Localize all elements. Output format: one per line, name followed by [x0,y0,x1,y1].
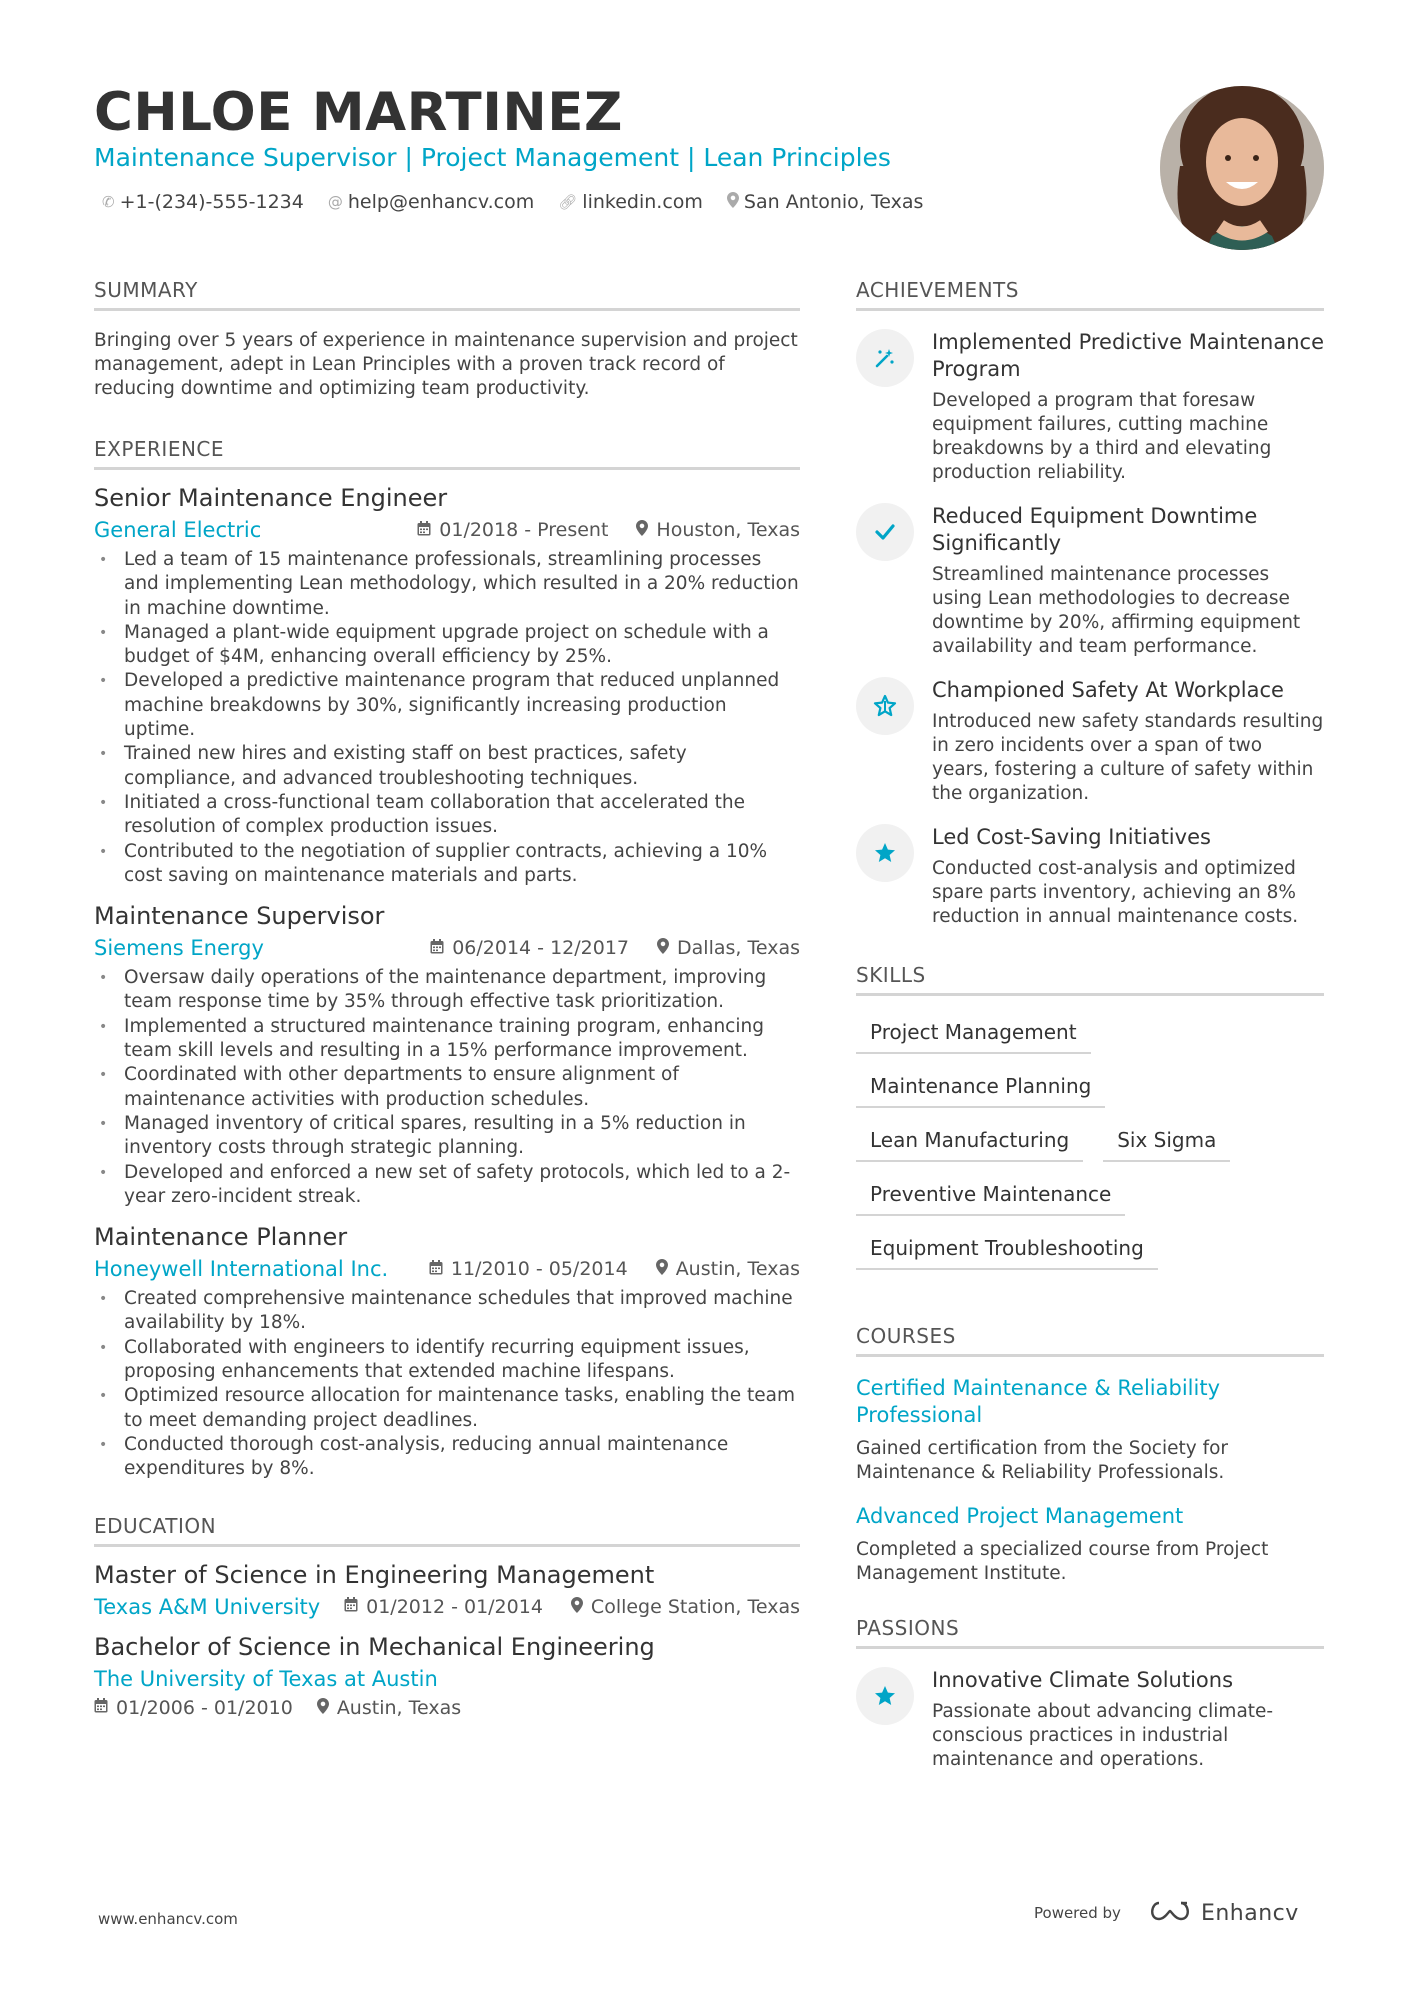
achievement-title: Led Cost-Saving Initiatives [932,825,1211,849]
passion-description: Passionate about advancing climate-conscious practices in industrial maintenance and operations. [932,1701,1274,1770]
job-location: Austin, Texas [675,1258,800,1281]
link-icon: 🔗︎ [558,193,578,211]
achievement-title: Reduced Equipment Downtime Significantly [932,504,1258,555]
bullet-item: • Created comprehensive maintenance schedules that improved machine availability by 18%. [94,1287,800,1336]
location-pin-icon [657,938,669,958]
bullet-item: • Led a team of 15 maintenance professionals, streamlining processes and implementing Lean methodology, which resulted in a 20% reduction in machine downtime. [94,548,800,621]
powered-by-text: Powered by [1034,1904,1121,1922]
achievement-item [856,677,1324,806]
job-dates: 06/2014 - 12/2017 [452,937,630,960]
bullet-item: • Managed a plant-wide equipment upgrade project on schedule with a budget of $4M, enhancing overall efficiency by 25%. [94,621,800,670]
check-icon [856,503,914,561]
education-entry [94,1561,800,1619]
star-outline-icon [856,677,914,735]
location-text: San Antonio, Texas [743,191,924,213]
bullet-item: • Developed a predictive maintenance program that reduced unplanned machine breakdowns by 30%, significantly increasing production uptime. [94,669,800,742]
passion-body [932,1667,1324,1772]
education-heading: EDUCATION [94,1514,800,1547]
enhancv-logo-icon [1147,1900,1193,1926]
course-title[interactable]: Certified Maintenance & Reliability Professional [856,1376,1221,1427]
education-meta [94,1595,800,1619]
job-location: Dallas, Texas [677,937,800,960]
bullet-item: • Initiated a cross-functional team collaboration that accelerated the resolution of complex production issues. [94,791,800,840]
achievement-body [932,329,1324,485]
school-name: The University of Texas at Austin [94,1666,438,1691]
education-location: College Station, Texas [590,1595,800,1618]
education-dates-location [344,1596,800,1618]
bullet-item: • Optimized resource allocation for maintenance tasks, enabling the team to meet demanding project deadlines. [94,1384,800,1433]
left-column [94,278,800,1719]
contact-location [727,191,923,213]
job-dates-location [429,1258,800,1280]
skills-heading: SKILLS [856,963,1324,996]
passion-title: Innovative Climate Solutions [932,1668,1234,1692]
star-icon [856,1667,914,1725]
linkedin-text: linkedin.com [582,191,703,213]
job-title: Maintenance Supervisor [94,902,385,931]
education-dates: 01/2006 - 01/2010 [116,1696,293,1719]
achievements-list [856,329,1324,929]
achievements-heading: ACHIEVEMENTS [856,278,1324,311]
course-item [856,1503,1324,1586]
achievement-item [856,503,1324,659]
achievement-body [932,824,1324,929]
degree-title: Master of Science in Engineering Management [94,1560,655,1589]
bullet-item: • Coordinated with other departments to ensure alignment of maintenance activities with production schedules. [94,1063,800,1112]
job-dates: 11/2010 - 05/2014 [450,1258,628,1281]
education-location: Austin, Texas [336,1696,462,1719]
headline: Maintenance Supervisor | Project Management | Lean Principles [94,143,891,172]
phone-icon: ✆ [102,193,115,211]
achievement-title: Championed Safety At Workplace [932,678,1284,702]
skill-tag: Project Management [856,1014,1091,1054]
job-bullets [94,1287,800,1481]
course-title[interactable]: Advanced Project Management [856,1504,1184,1528]
experience-entry [94,1223,800,1481]
skill-tag: Equipment Troubleshooting [856,1230,1158,1270]
achievement-description: Developed a program that foresaw equipment failures, cutting machine breakdowns by a third and elevating production reliability. [932,390,1272,483]
bullet-item: • Managed inventory of critical spares, resulting in a 5% reduction in inventory costs through strategic planning. [94,1112,800,1161]
footer-branding [1034,1900,1299,1926]
phone-text: +1-(234)-555-1234 [119,191,304,213]
bullet-item: • Oversaw daily operations of the maintenance department, improving team response time by 35% through effective task prioritization. [94,966,800,1015]
location-pin-icon [571,1597,583,1617]
achievement-title: Implemented Predictive Maintenance Program [932,330,1325,381]
email-text: help@enhancv.com [347,191,535,213]
job-bullets [94,966,800,1209]
skill-tag: Maintenance Planning [856,1068,1105,1108]
bullet-item: • Contributed to the negotiation of supplier contracts, achieving a 10% cost saving on maintenance materials and parts. [94,840,800,889]
achievement-description: Introduced new safety standards resulting in zero incidents over a span of two years, fostering a culture of safety within the organization. [932,711,1324,804]
location-pin-icon [317,1698,329,1718]
contact-linkedin[interactable] [558,191,703,213]
skill-tag: Preventive Maintenance [856,1176,1125,1216]
job-title: Senior Maintenance Engineer [94,484,448,512]
job-dates-location [430,937,800,959]
location-pin-icon [636,520,648,540]
summary-text: Bringing over 5 years of experience in maintenance supervision and project management, adept in Lean Principles with a proven track record of reducing downtime and optimizing team productivity. [94,330,798,399]
brand-name: Enhancv [1200,1900,1299,1926]
degree-title: Bachelor of Science in Mechanical Engineering [94,1632,655,1661]
experience-entry [94,902,800,1209]
education-entry [94,1633,800,1719]
job-meta [94,518,800,542]
bullet-item: • Collaborated with engineers to identify recurring equipment issues, proposing enhancements that extended machine lifespans. [94,1336,800,1385]
course-item [856,1375,1324,1485]
bullet-item: • Conducted thorough cost-analysis, reducing annual maintenance expenditures by 8%. [94,1433,800,1482]
education-dates-location [94,1697,800,1719]
achievement-description: Streamlined maintenance processes using Lean methodologies to decrease downtime by 20%, affirming equipment availability and team performance. [932,564,1301,657]
achievement-item [856,824,1324,929]
right-column [856,278,1324,1772]
summary-heading: SUMMARY [94,278,800,311]
education-list [94,1561,800,1719]
courses-list [856,1375,1324,1586]
contact-bar [102,191,947,213]
achievement-description: Conducted cost-analysis and optimized spare parts inventory, achieving an 8% reduction in annual maintenance costs. [932,858,1299,927]
at-icon: @ [327,193,343,211]
bullet-item: • Implemented a structured maintenance training program, enhancing team skill levels and resulting in a 15% performance improvement. [94,1015,800,1064]
education-dates: 01/2012 - 01/2014 [366,1595,543,1618]
calendar-icon [417,521,431,540]
job-dates: 01/2018 - Present [439,519,609,541]
courses-heading: COURSES [856,1324,1324,1357]
job-location: Houston, Texas [656,519,800,541]
school-name: Texas A&M University [94,1594,321,1619]
passions-list [856,1667,1324,1772]
bullet-item: • Trained new hires and existing staff on best practices, safety compliance, and advanced troubleshooting techniques. [94,742,800,791]
achievement-body [932,503,1324,659]
skill-tag: Six Sigma [1103,1122,1230,1162]
course-description: Gained certification from the Society for Maintenance & Reliability Professionals. [856,1438,1229,1483]
experience-entry [94,484,800,888]
calendar-icon [430,939,444,958]
location-pin-icon [656,1259,668,1279]
experience-list [94,484,800,1482]
experience-heading: EXPERIENCE [94,437,800,470]
candidate-name: CHLOE MARTINEZ [94,82,623,143]
passion-item [856,1667,1324,1772]
contact-email[interactable] [328,191,534,213]
location-pin-icon [727,192,739,212]
job-dates-location [417,519,800,541]
job-meta [94,1257,800,1281]
job-title: Maintenance Planner [94,1223,348,1252]
star-icon [856,824,914,882]
company-name: Honeywell International Inc. [94,1257,389,1282]
calendar-icon [429,1260,443,1279]
achievement-body [932,677,1324,806]
job-meta [94,936,800,960]
company-name: General Electric [94,518,262,542]
skill-tag: Lean Manufacturing [856,1122,1083,1162]
profile-photo [1160,86,1324,250]
course-description: Completed a specialized course from Project Management Institute. [856,1539,1269,1584]
achievement-item [856,329,1324,485]
contact-phone[interactable] [102,191,304,213]
company-name: Siemens Energy [94,936,264,961]
calendar-icon [94,1698,108,1717]
skills-list [856,1014,1324,1284]
bullet-item: • Developed and enforced a new set of safety protocols, which led to a 2-year zero-incident streak. [94,1161,800,1210]
calendar-icon [344,1597,358,1616]
wand-icon [856,329,914,387]
footer-website[interactable]: www.enhancv.com [98,1910,238,1928]
passions-heading: PASSIONS [856,1616,1324,1649]
job-bullets [94,548,800,888]
